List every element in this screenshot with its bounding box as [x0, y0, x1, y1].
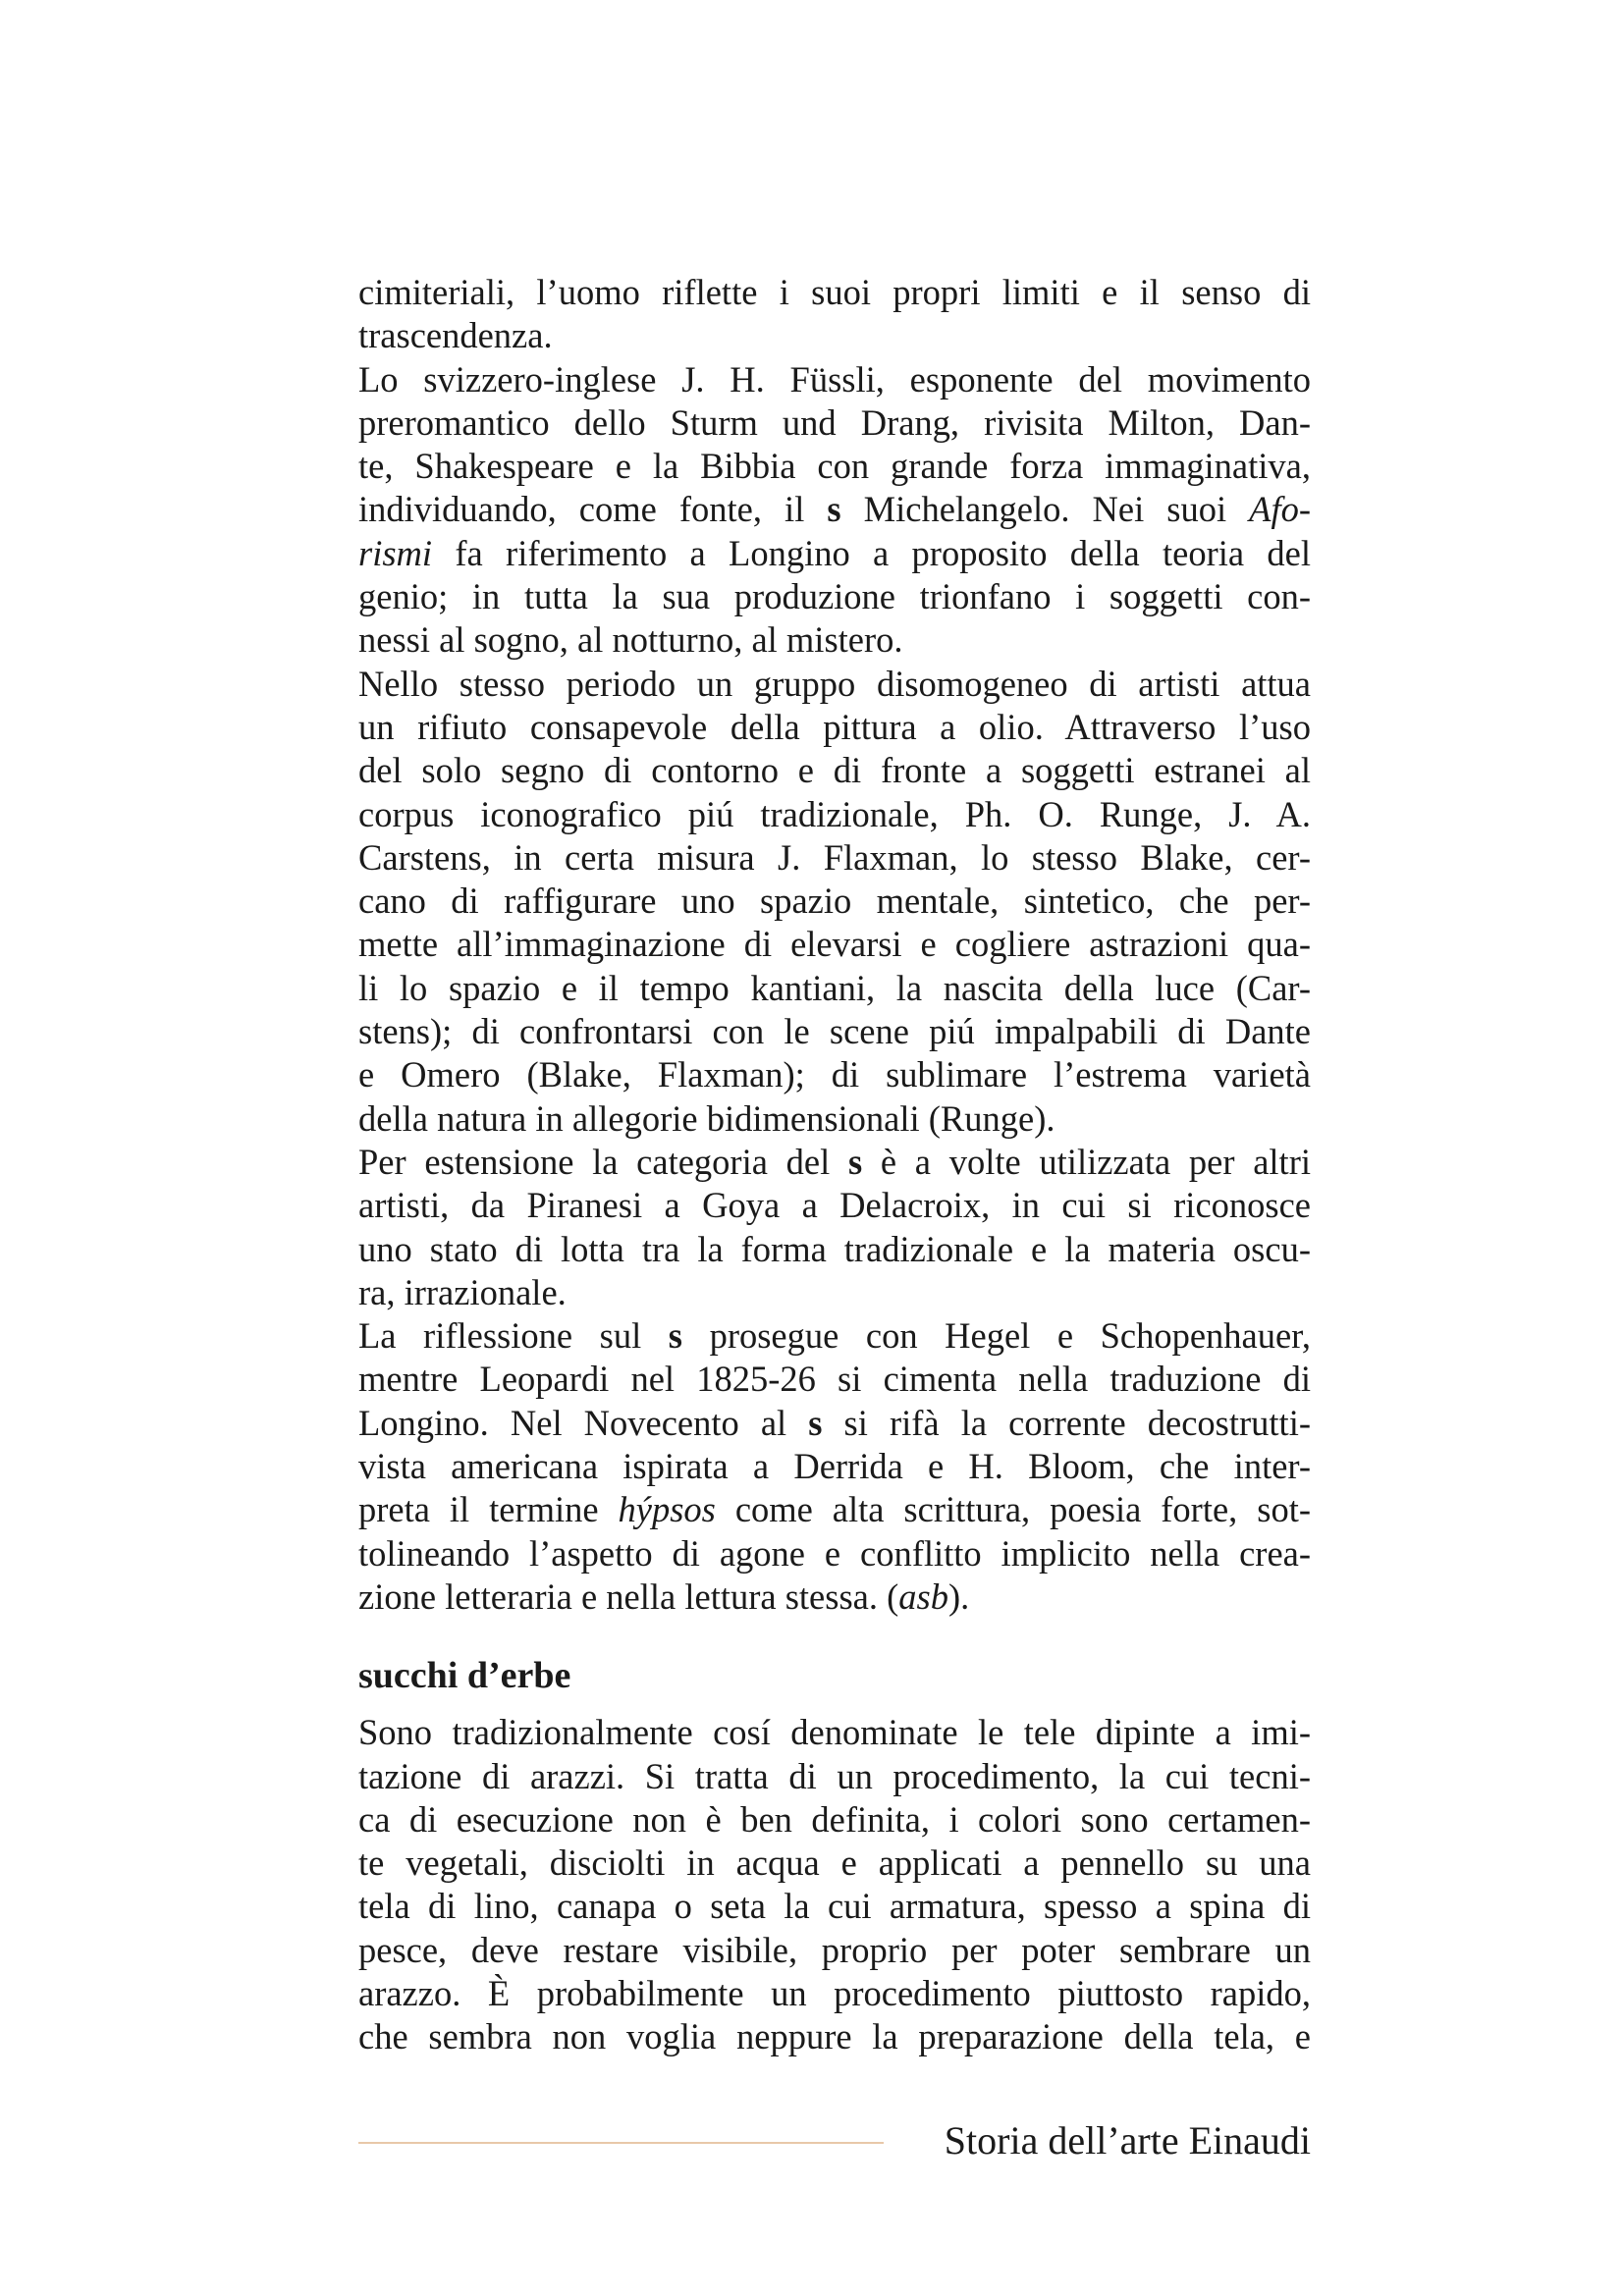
text-line: mentre Leopardi nel 1825-26 si cimenta nella traduzione di [358, 1359, 1311, 1400]
text-line: Nello stesso periodo un gruppo disomogeneo di artisti attua [358, 663, 1311, 704]
text-line: preta il termine hýpsos come alta scrittura, poesia forte, sot- [358, 1489, 1311, 1530]
text-line: e Omero (Blake, Flaxman); di sublimare l’estrema varietà [358, 1054, 1311, 1095]
text-line: Longino. Nel Novecento al s si rifà la corrente decostrutti- [358, 1402, 1311, 1443]
text-line: cimiteriali, l’uomo riflette i suoi propri limiti e il senso di [358, 272, 1311, 312]
text-line: tazione di arazzi. Si tratta di un procedimento, la cui tecni- [358, 1755, 1311, 1796]
text-line: ca di esecuzione non è ben definita, i colori sono certamen- [358, 1798, 1311, 1840]
text-line: te, Shakespeare e la Bibbia con grande forza immaginativa, [358, 446, 1311, 487]
main-text-column [358, 271, 1311, 2059]
text-line: individuando, come fonte, il s Michelangelo. Nei suoi Afo- [358, 489, 1311, 530]
text-line: un rifiuto consapevole della pittura a olio. Attraverso l’uso [358, 706, 1311, 747]
text-line: preromantico dello Sturm und Drang, rivisita Milton, Dan- [358, 401, 1311, 443]
text-line: trascendenza. [358, 315, 553, 356]
text-line: della natura in allegorie bidimensionali (Runge). [358, 1097, 1055, 1139]
text-line: corpus iconografico piú tradizionale, Ph. O. Runge, J. A. [358, 793, 1311, 834]
text-line: uno stato di lotta tra la forma tradizionale e la materia oscu- [358, 1228, 1311, 1269]
text-line: arazzo. È probabilmente un procedimento piuttosto rapido, [358, 1972, 1311, 2013]
entry-heading: succhi d’erbe [358, 1655, 571, 1697]
entry-text [358, 1711, 1311, 2058]
text-line: cano di raffigurare uno spazio mentale, sintetico, che per- [358, 881, 1311, 922]
text-line: nessi al sogno, al notturno, al mistero. [358, 619, 903, 661]
text-line: stens); di confrontarsi con le scene piú impalpabili di Dante [358, 1011, 1311, 1052]
text-line: zione letteraria e nella lettura stessa. (asb). [358, 1575, 970, 1617]
footer-rule [358, 2142, 884, 2144]
text-line: tolineando l’aspetto di agone e conflitto implicito nella crea- [358, 1532, 1311, 1574]
text-line: Lo svizzero-inglese J. H. Füssli, esponente del movimento [358, 358, 1311, 400]
text-line: rismi fa riferimento a Longino a proposito della teoria del [358, 532, 1311, 573]
text-line: del solo segno di contorno e di fronte a soggetti estranei al [358, 750, 1311, 791]
text-line: vista americana ispirata a Derrida e H. Bloom, che inter- [358, 1446, 1311, 1487]
text-line: genio; in tutta la sua produzione trionfano i soggetti con- [358, 576, 1311, 617]
text-line: pesce, deve restare visibile, proprio per poter sembrare un [358, 1929, 1311, 1970]
text-line: te vegetali, disciolti in acqua e applicati a pennello su una [358, 1842, 1311, 1884]
footer-title: Storia dell’arte Einaudi [944, 2118, 1311, 2163]
text-line: Carstens, in certa misura J. Flaxman, lo stesso Blake, cer- [358, 836, 1311, 878]
text-line: tela di lino, canapa o seta la cui armatura, spesso a spina di [358, 1886, 1311, 1927]
text-line: li lo spazio e il tempo kantiani, la nascita della luce (Car- [358, 967, 1311, 1008]
body-text [358, 271, 1311, 1619]
text-line: La riflessione sul s prosegue con Hegel e Schopenhauer, [358, 1315, 1312, 1357]
text-line: Sono tradizionalmente cosí denominate le tele dipinte a imi- [358, 1712, 1311, 1753]
text-line: ra, irrazionale. [358, 1271, 567, 1312]
text-line: Per estensione la categoria del s è a volte utilizzata per altri [358, 1141, 1311, 1182]
text-line: artisti, da Piranesi a Goya a Delacroix, in cui si riconosce [358, 1185, 1311, 1226]
text-line: mette all’immaginazione di elevarsi e cogliere astrazioni qua- [358, 924, 1311, 965]
text-line: che sembra non voglia neppure la preparazione della tela, e [358, 2016, 1311, 2057]
